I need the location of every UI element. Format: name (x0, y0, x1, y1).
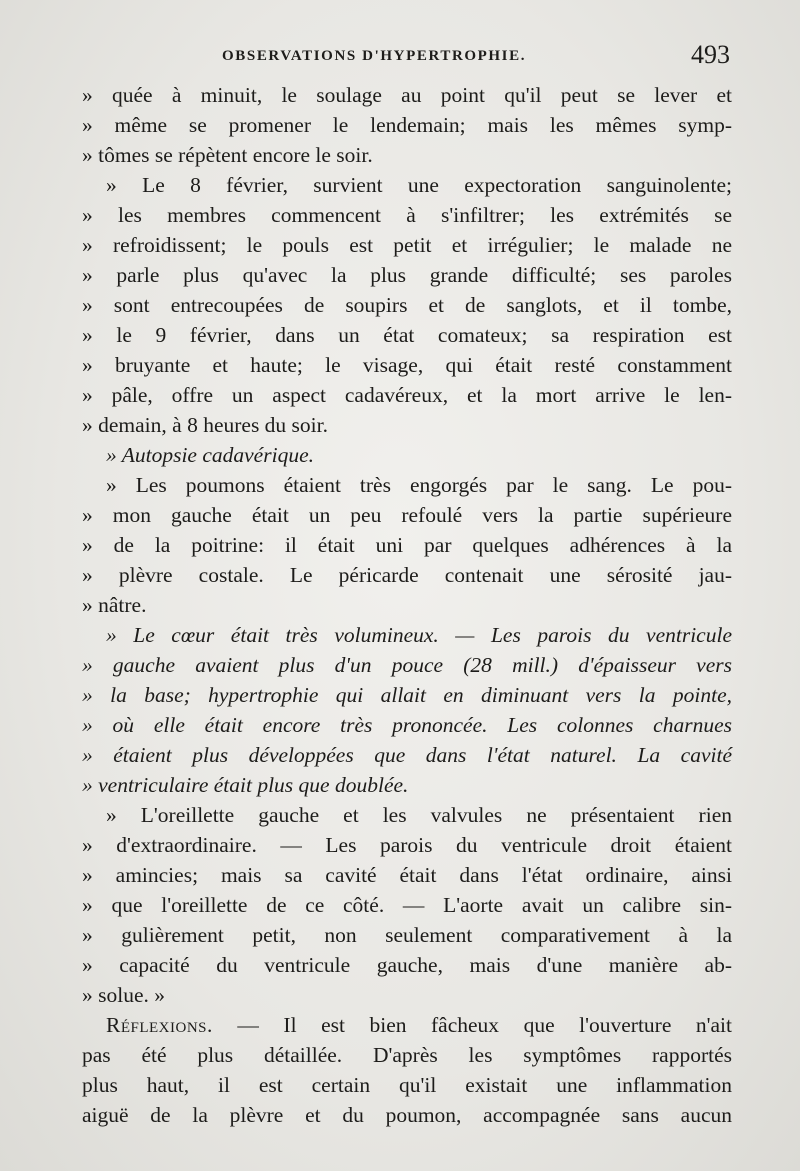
text-line (82, 890, 732, 920)
text-line (82, 1040, 732, 1070)
text-line (82, 830, 732, 860)
text-line (82, 230, 732, 260)
text-line (82, 320, 732, 350)
line-text: » Autopsie cadavérique. (106, 443, 314, 467)
line-text: » bruyante et haute; le visage, qui était resté constamment (82, 353, 732, 377)
line-text: » que l'oreillette de ce côté. — L'aorte avait un calibre sin- (82, 893, 732, 917)
line-text: » refroidissent; le pouls est petit et irrégulier; le malade ne (82, 233, 732, 257)
text-line (82, 110, 732, 140)
line-text: » capacité du ventricule gauche, mais d'une manière ab- (82, 953, 732, 977)
line-text: » nâtre. (82, 593, 147, 617)
text-line (82, 200, 732, 230)
page-number: 493 (691, 40, 730, 69)
section-lead: Réflexions. (106, 1013, 213, 1037)
line-text: » plèvre costale. Le péricarde contenait une sérosité jau- (82, 563, 732, 587)
text-line (82, 860, 732, 890)
line-text: » pâle, offre un aspect cadavéreux, et la mort arrive le len- (82, 383, 732, 407)
text-line (82, 770, 732, 800)
text-line (82, 350, 732, 380)
text-line (82, 380, 732, 410)
text-line (82, 500, 732, 530)
text-line (82, 680, 732, 710)
line-text: » amincies; mais sa cavité était dans l'état ordinaire, ainsi (82, 863, 732, 887)
line-text: pas été plus détaillée. D'après les symptômes rapportés (82, 1043, 732, 1067)
line-text: » Les poumons étaient très engorgés par le sang. Le pou- (106, 473, 732, 497)
line-text: » tômes se répètent encore le soir. (82, 143, 373, 167)
line-text: » mon gauche était un peu refoulé vers la partie supérieure (82, 503, 732, 527)
line-text: » quée à minuit, le soulage au point qu'il peut se lever et (82, 83, 732, 107)
text-line (82, 1070, 732, 1100)
line-text: » étaient plus développées que dans l'état naturel. La cavité (82, 743, 732, 767)
text-line (82, 530, 732, 560)
line-text: plus haut, il est certain qu'il existait une inflammation (82, 1073, 732, 1097)
text-line (82, 440, 732, 470)
text-line (82, 920, 732, 950)
text-line (82, 470, 732, 500)
text-line (82, 260, 732, 290)
line-text: » Le cœur était très volumineux. — Les parois du ventricule (106, 623, 732, 647)
line-text: » de la poitrine: il était uni par quelques adhérences à la (82, 533, 732, 557)
text-line (82, 950, 732, 980)
text-line (82, 710, 732, 740)
text-line (82, 290, 732, 320)
line-text: » gulièrement petit, non seulement comparativement à la (82, 923, 732, 947)
line-text: aiguë de la plèvre et du poumon, accompagnée sans aucun (82, 1103, 732, 1127)
text-line (82, 650, 732, 680)
line-text: — Il est bien fâcheux que l'ouverture n'ait (212, 1013, 732, 1037)
line-text: » parle plus qu'avec la plus grande difficulté; ses paroles (82, 263, 732, 287)
line-text: » L'oreillette gauche et les valvules ne présentaient rien (106, 803, 732, 827)
line-text: » d'extraordinaire. — Les parois du ventricule droit étaient (82, 833, 732, 857)
line-text: » même se promener le lendemain; mais les mêmes symp- (82, 113, 732, 137)
line-text: » demain, à 8 heures du soir. (82, 413, 329, 437)
text-line (82, 410, 732, 440)
line-text: » Le 8 février, survient une expectoration sanguinolente; (106, 173, 732, 197)
page-header (82, 38, 732, 74)
text-line (82, 800, 732, 830)
line-text: » gauche avaient plus d'un pouce (28 mill.) d'épaisseur vers (82, 653, 732, 677)
line-text: » où elle était encore très prononcée. Les colonnes charnues (82, 713, 732, 737)
text-line (82, 80, 732, 110)
line-text: » sont entrecoupées de soupirs et de sanglots, et il tombe, (82, 293, 732, 317)
running-title: OBSERVATIONS D'HYPERTROPHIE. (222, 48, 527, 64)
text-line (82, 980, 732, 1010)
line-text: » solue. » (82, 983, 166, 1007)
text-line (82, 740, 732, 770)
text-line (82, 1010, 732, 1040)
line-text: » le 9 février, dans un état comateux; sa respiration est (82, 323, 732, 347)
line-text: » les membres commencent à s'infiltrer; les extrémités se (82, 203, 732, 227)
text-line (82, 140, 732, 170)
line-text: » la base; hypertrophie qui allait en diminuant vers la pointe, (82, 683, 732, 707)
line-text: » ventriculaire était plus que doublée. (82, 773, 409, 797)
text-line (82, 1100, 732, 1130)
text-line (82, 590, 732, 620)
body-text (82, 80, 732, 1130)
text-line (82, 620, 732, 650)
text-line (82, 170, 732, 200)
text-line (82, 560, 732, 590)
